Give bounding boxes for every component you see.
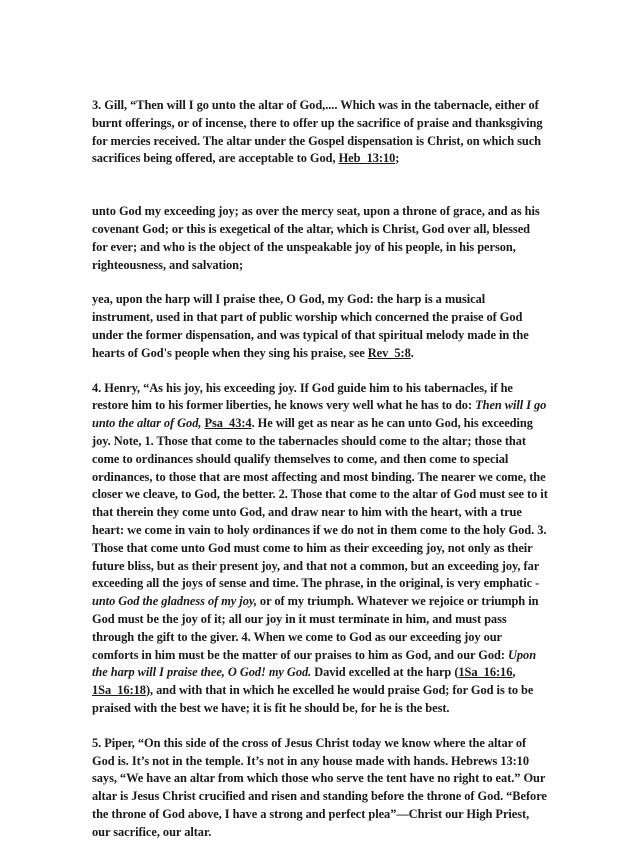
harp-text-end: . — [410, 345, 414, 360]
paragraph-spacer — [92, 718, 548, 735]
gill-paragraph — [92, 97, 548, 168]
gill-text: 3. Gill, “Then will I go unto the altar of God,.... Which was in the tabernacle, either of burnt offerings, or of incense, there to offer up the sacrifice of praise and thanksgiving for mercies received. The altar under the Gospel dispensation is Christ, on which such sacrifices being offered, are acceptable to God, — [92, 98, 543, 166]
exceeding-joy-paragraph: unto God my exceeding joy; as over the mercy seat, upon a throne of grace, and as his covenant God; or this is exegetical of the altar, which is Christ, God over all, blessed for ever; and who is the object of the unspeakable joy of his people, in his person, righteousness, and salvation; — [92, 204, 540, 272]
piper-paragraph: 5. Piper, “On this side of the cross of Jesus Christ today we know where the altar of God is. It’s not in the temple. It’s not in any house made with hands. Hebrews 13:10 says, “We have an altar from which those who serve the tent have no right to eat.” Our altar is Jesus Christ crucified and risen and standing before the throne of God. “Before the throne of God above, I have a strong and perfect plea”—Christ our High Priest, our sacrifice, our altar. — [92, 735, 547, 839]
henry-text-4: David excelled at the harp ( — [311, 665, 459, 680]
henry-quote-altar: Then will I go unto the altar of God, — [92, 398, 547, 431]
scripture-link-rev-5-8[interactable]: Rev_5:8 — [367, 345, 411, 360]
paragraph-spacer — [92, 363, 548, 380]
harp-paragraph — [92, 291, 548, 362]
henry-quote-harp: Upon the harp will I praise thee, O God! my God. — [92, 647, 537, 680]
henry-text-5: ), and with that in which he excelled he would praise God; for God is to be praised with the best we have; it is fit he should be, for he is the best. — [92, 683, 534, 715]
henry-text-1: 4. Henry, “As his joy, his exceeding joy. If God guide him to his tabernacles, if he restore him to his former liberties, he knows very well what he has to do: — [92, 380, 513, 413]
document-page — [92, 97, 548, 841]
paragraph-spacer — [92, 274, 548, 291]
gill-text-end: ; — [395, 151, 400, 166]
scripture-link-heb-13-10[interactable]: Heb_13:10 — [338, 151, 396, 166]
harp-text: yea, upon the harp will I praise thee, O God, my God: the harp is a musical instrument, used in that part of public worship which concerned the praise of God under the former dispensation, and was typical of that spiritual melody made in the hearts of God's people when they sing his praise, see — [92, 292, 529, 360]
henry-text-2: . He will get as near as he can unto God, his exceeding joy. Note, 1. Those that come to the tabernacles should come to the altar; those that come to ordinances should qualify themselves to come, and then come to special ordinances, to those that are most affecting and most binding. The nearer we come, the closer we cleave, to God, the better. 2. Those that come to the altar of God must see to it that therein they come unto God, and draw near to him with the heart, with a true heart: we come in vain to holy ordinances if we do not in them come to the holy God. 3. Those that come unto God must come to him as their exceeding joy, not only as their future bliss, but as their present joy, and that not a common, but an exceeding joy, far exceeding all the joys of sense and time. The phrase, in the original, is very emphatic - — [92, 416, 548, 591]
scripture-link-psa-43-4[interactable]: Psa_43:4 — [204, 416, 252, 431]
henry-text-3: or of my triumph. Whatever we rejoice or triumph in God must be the joy of it; all our joy in it must terminate in him, and must pass through the gift to the giver. 4. When we come to God as our exceeding joy our comforts in him must be the matter of our praises to him as God, and our God: — [92, 594, 539, 662]
henry-quote-gladness: unto God the gladness of my joy, — [92, 594, 257, 609]
paragraph-spacer — [92, 168, 548, 203]
scripture-link-1sa-16-16[interactable]: 1Sa_16:16 — [458, 665, 513, 680]
henry-comma: , — [512, 665, 516, 680]
henry-paragraph — [92, 380, 548, 718]
scripture-link-1sa-16-18[interactable]: 1Sa_16:18 — [92, 683, 146, 698]
